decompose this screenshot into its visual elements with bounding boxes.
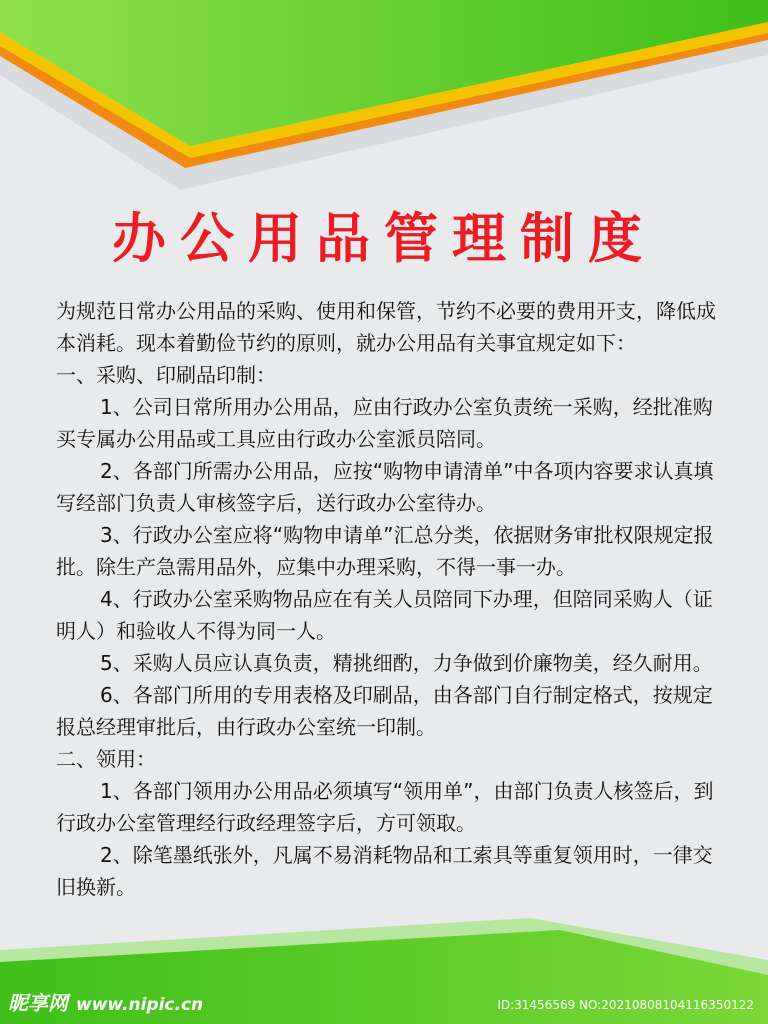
procurement-item-2: 2、各部门所需办公用品，应按“购物申请清单”中各项内容要求认真填写经部门负责人审核签字后，送行政办公室待办。 xyxy=(56,459,714,515)
watermark-id: ID:31456569 NO:20210808104116350122 xyxy=(497,998,754,1012)
watermark-brand-name: 昵享网 xyxy=(8,991,68,1015)
document-body xyxy=(56,295,726,903)
page-title: 办公用品管理制度 xyxy=(112,207,656,270)
watermark-brand xyxy=(8,987,203,1016)
procurement-item-5: 5、采购人员应认真负责，精挑细酌，力争做到价廉物美，经久耐用。 xyxy=(100,651,713,675)
usage-item-2: 2、除笔墨纸张外，凡属不易消耗物品和工索具等重复领用时，一律交旧换新。 xyxy=(56,843,713,899)
procurement-item-6: 6、各部门所用的专用表格及印刷品，由各部门自行制定格式，按规定报总经理审批后，由行政办公室统一印制。 xyxy=(56,683,713,739)
watermark-url: www.nipic.cn xyxy=(76,995,204,1015)
procurement-item-4: 4、行政办公室采购物品应在有关人员陪同下办理，但陪同采购人（证明人）和验收人不得为同一人。 xyxy=(56,587,713,643)
section-heading-procurement: 一、采购、印刷品印制： xyxy=(56,363,276,387)
procurement-item-1: 1、公司日常所用办公用品，应由行政办公室负责统一采购，经批准购买专属办公用品或工具应由行政办公室派员陪同。 xyxy=(56,395,713,451)
usage-item-1: 1、各部门领用办公用品必须填写“领用单”，由部门负责人核签后，到行政办公室管理经行政经理签字后，方可领取。 xyxy=(56,779,714,835)
section-heading-usage: 二、领用： xyxy=(56,747,156,771)
intro-paragraph: 为规范日常办公用品的采购、使用和保管，节约不必要的费用开支，降低成本消耗。现本着勤俭节约的原则，就办公用品有关事宜规定如下： xyxy=(56,299,716,355)
procurement-item-3: 3、行政办公室应将“购物申请单”汇总分类，依据财务审批权限规定报批。除生产急需用品外，应集中办理采购，不得一事一办。 xyxy=(56,523,714,579)
